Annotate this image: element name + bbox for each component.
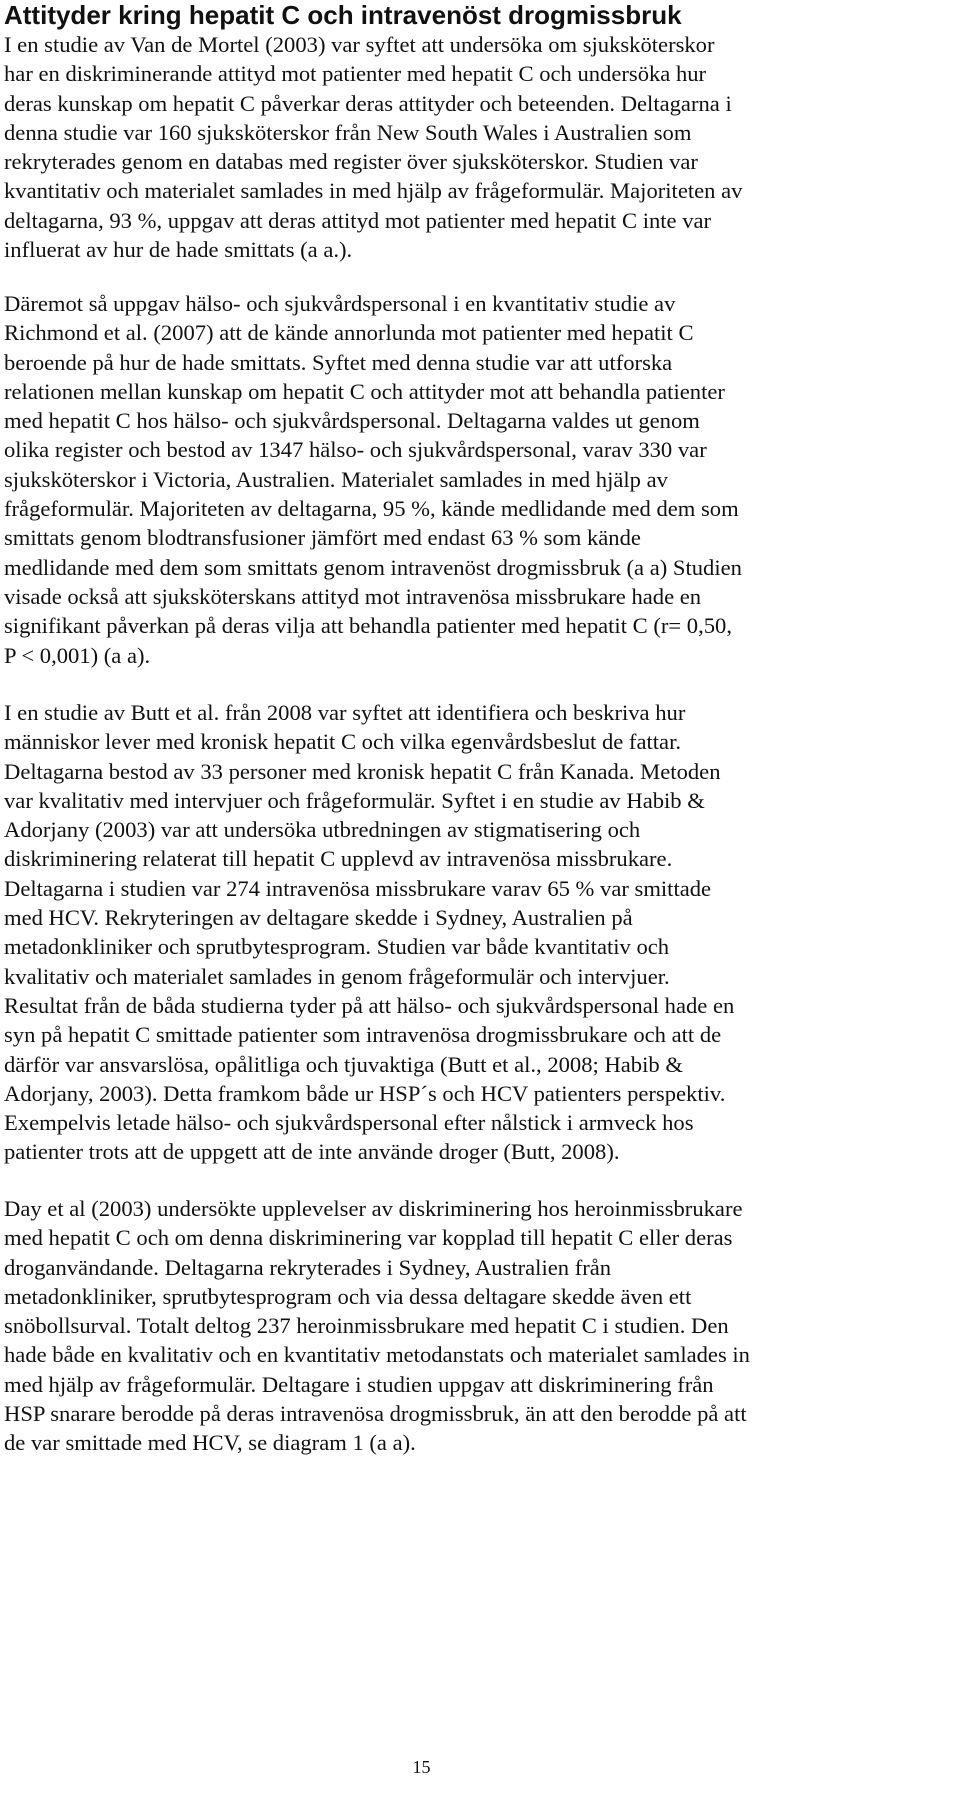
text-line: medlidande med dem som smittats genom intravenöst drogmissbruk (a a) Studien bbox=[4, 554, 742, 580]
section-heading: Attityder kring hepatit C och intravenöst drogmissbruk bbox=[4, 0, 682, 30]
text-line: Richmond et al. (2007) att de kände annorlunda mot patienter med hepatit C bbox=[4, 320, 694, 346]
text-line: beroende på hur de hade smittats. Syftet med denna studie var att utforska bbox=[4, 349, 673, 375]
text-line: med HCV. Rekryteringen av deltagare skedde i Sydney, Australien på bbox=[4, 905, 633, 931]
text-line: signifikant påverkan på deras vilja att behandla patienter med hepatit C (r= 0,50, bbox=[4, 613, 732, 639]
text-line: deltagarna, 93 %, uppgav att deras attityd mot patienter med hepatit C inte var bbox=[4, 207, 712, 233]
text-line: med hepatit C hos hälso- och sjukvårdspersonal. Deltagarna valdes ut genom bbox=[4, 408, 700, 434]
text-line: sjuksköterskor i Victoria, Australien. Materialet samlades in med hjälp av bbox=[4, 466, 668, 492]
text-line: rekryterades genom en databas med register över sjuksköterskor. Studien var bbox=[4, 149, 698, 175]
text-line: snöbollsurval. Totalt deltog 237 heroinmissbrukare med hepatit C i studien. Den bbox=[4, 1313, 729, 1339]
paragraph-butt-habib bbox=[4, 698, 734, 1167]
text-line: med hjälp av frågeformulär. Deltagare i studien uppgav att diskriminering från bbox=[4, 1371, 714, 1397]
text-line: HSP snarare berodde på deras intravenösa drogmissbruk, än att den berodde på att bbox=[4, 1401, 747, 1427]
paragraph-richmond bbox=[4, 289, 742, 670]
text-line: Deltagarna i studien var 274 intravenösa missbrukare varav 65 % var smittade bbox=[4, 875, 712, 901]
text-line: därför var ansvarslösa, opålitliga och tjuvaktiga (Butt et al., 2008; Habib & bbox=[4, 1051, 683, 1077]
text-line: har en diskriminerande attityd mot patienter med hepatit C och undersöka hur bbox=[4, 61, 707, 87]
text-line: de var smittade med HCV, se diagram 1 (a a). bbox=[4, 1430, 416, 1456]
text-line: hade både en kvalitativ och en kvantitativ metodanstats och materialet samlades in bbox=[4, 1342, 750, 1368]
text-line: visade också att sjuksköterskans attityd mot intravenösa missbrukare hade en bbox=[4, 583, 702, 609]
page-number: 15 bbox=[412, 1757, 431, 1777]
text-line: frågeformulär. Majoriteten av deltagarna, 95 %, kände medlidande med dem som bbox=[4, 496, 739, 522]
text-line: metadonkliniker och sprutbytesprogram. Studien var både kvantitativ och bbox=[4, 934, 670, 960]
text-line: I en studie av Butt et al. från 2008 var syftet att identifiera och beskriva hur bbox=[4, 700, 686, 725]
text-line: droganvändande. Deltagarna rekryterades i Sydney, Australien från bbox=[4, 1254, 612, 1280]
text-line: Adorjany (2003) var att undersöka utbredningen av stigmatisering och bbox=[4, 817, 641, 843]
text-line: denna studie var 160 sjuksköterskor från New South Wales i Australien som bbox=[4, 119, 692, 145]
paragraph-day bbox=[4, 1194, 750, 1458]
text-line: Deltagarna bestod av 33 personer med kronisk hepatit C från Kanada. Metoden bbox=[4, 758, 721, 784]
text-line: Resultat från de båda studierna tyder på att hälso- och sjukvårdspersonal hade en bbox=[4, 992, 735, 1018]
text-line: Day et al (2003) undersökte upplevelser av diskriminering hos heroinmissbrukare bbox=[4, 1196, 743, 1221]
text-line: P < 0,001) (a a). bbox=[4, 642, 151, 668]
text-line: patienter trots att de uppgett att de inte använde droger (Butt, 2008). bbox=[4, 1139, 620, 1165]
text-line: kvantitativ och materialet samlades in med hjälp av frågeformulär. Majoriteten av bbox=[4, 178, 743, 204]
text-line: deras kunskap om hepatit C påverkar deras attityder och beteenden. Deltagarna i bbox=[4, 90, 732, 116]
text-line: med hepatit C och om denna diskriminering var kopplad till hepatit C eller deras bbox=[4, 1225, 733, 1251]
text-line: kvalitativ och materialet samlades in genom frågeformulär och intervjuer. bbox=[4, 963, 670, 989]
paragraph-van-de-mortel bbox=[4, 30, 742, 264]
text-line: diskriminering relaterat till hepatit C upplevd av intravenösa missbrukare. bbox=[4, 846, 673, 872]
text-line: Adorjany, 2003). Detta framkom både ur HSP´s och HCV patienters perspektiv. bbox=[4, 1080, 726, 1106]
text-line: I en studie av Van de Mortel (2003) var syftet att undersöka om sjuksköterskor bbox=[4, 32, 715, 57]
text-line: syn på hepatit C smittade patienter som intravenösa drogmissbrukare och att de bbox=[4, 1022, 722, 1048]
text-line: Exempelvis letade hälso- och sjukvårdspersonal efter nålstick i armveck hos bbox=[4, 1110, 694, 1136]
text-line: metadonkliniker, sprutbytesprogram och via dessa deltagare skedde även ett bbox=[4, 1283, 692, 1309]
text-line: var kvalitativ med intervjuer och frågeformulär. Syftet i en studie av Habib & bbox=[4, 787, 705, 813]
text-line: influerat av hur de hade smittats (a a.). bbox=[4, 237, 353, 263]
text-line: relationen mellan kunskap om hepatit C och attityder mot att behandla patienter bbox=[4, 378, 725, 404]
text-line: Däremot så uppgav hälso- och sjukvårdspersonal i en kvantitativ studie av bbox=[4, 291, 676, 316]
text-line: människor lever med kronisk hepatit C och vilka egenvårdsbeslut de fattar. bbox=[4, 729, 681, 755]
text-line: smittats genom blodtransfusioner jämfört med endast 63 % som kände bbox=[4, 525, 641, 551]
text-line: olika register och bestod av 1347 hälso- och sjukvårdspersonal, varav 330 var bbox=[4, 437, 707, 463]
